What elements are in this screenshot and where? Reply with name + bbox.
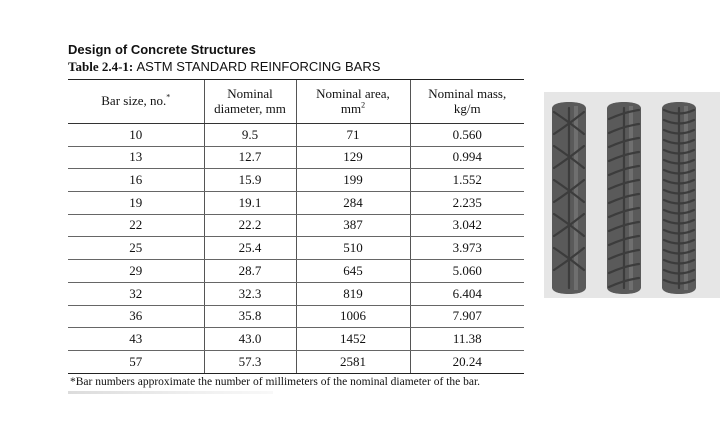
cell-area: 71 [296,124,410,147]
cell-mass: 0.560 [410,124,524,147]
header-diameter-line1: Nominal [227,86,273,102]
footnote-marker: * [166,93,171,103]
scan-smudge [68,391,273,394]
header-area-exponent: 2 [361,100,366,110]
cell-bar-size: 22 [68,214,204,237]
header-nominal-diameter [204,80,296,124]
cell-bar-size: 32 [68,282,204,305]
header-nominal-mass [410,80,524,124]
cell-diameter: 22.2 [204,214,296,237]
cell-diameter: 57.3 [204,350,296,373]
table-row [68,328,524,351]
cell-bar-size: 16 [68,169,204,192]
cell-bar-size: 29 [68,260,204,283]
cell-mass: 20.24 [410,350,524,373]
table-row [68,350,524,373]
table-row [68,237,524,260]
table-number: Table 2.4-1: [68,59,134,74]
cell-mass: 1.552 [410,169,524,192]
rebar-image-2 [607,102,641,294]
cell-bar-size: 25 [68,237,204,260]
header-diameter-line2: diameter, mm [214,100,286,116]
table-row [68,146,524,169]
cell-area: 510 [296,237,410,260]
rebar-image-3 [662,102,696,294]
cell-area: 1006 [296,305,410,328]
table-row [68,282,524,305]
cell-area: 199 [296,169,410,192]
reinforcing-bars-table [68,79,524,374]
table-row [68,192,524,215]
table-title [68,59,380,75]
table-header-row [68,80,524,124]
cell-area: 645 [296,260,410,283]
table-row [68,169,524,192]
cell-area: 129 [296,146,410,169]
cell-diameter: 12.7 [204,146,296,169]
cell-mass: 11.38 [410,328,524,351]
cell-area: 1452 [296,328,410,351]
header-bar-size [68,80,204,124]
document-heading: Design of Concrete Structures [68,42,256,57]
rebar-photo [544,92,720,298]
cell-bar-size: 36 [68,305,204,328]
cell-mass: 5.060 [410,260,524,283]
cell-bar-size: 13 [68,146,204,169]
header-area-line2: mm [340,100,362,116]
table-name: ASTM STANDARD REINFORCING BARS [136,59,381,74]
cell-diameter: 25.4 [204,237,296,260]
cell-diameter: 32.3 [204,282,296,305]
cell-mass: 7.907 [410,305,524,328]
header-bar-size-label: Bar size, no. [101,93,167,109]
header-area-line1: Nominal area, [316,86,390,102]
cell-bar-size: 10 [68,124,204,147]
table-footnote: *Bar numbers approximate the number of millimeters of the nominal diameter of the bar. [70,376,481,388]
rebar-image-1 [552,102,586,294]
header-mass-line1: Nominal mass, [428,86,507,102]
cell-diameter: 15.9 [204,169,296,192]
table-row [68,260,524,283]
cell-mass: 3.973 [410,237,524,260]
cell-area: 284 [296,192,410,215]
cell-bar-size: 43 [68,328,204,351]
cell-diameter: 35.8 [204,305,296,328]
cell-diameter: 9.5 [204,124,296,147]
cell-area: 387 [296,214,410,237]
header-nominal-area [296,80,410,124]
cell-diameter: 28.7 [204,260,296,283]
cell-diameter: 43.0 [204,328,296,351]
cell-bar-size: 57 [68,350,204,373]
cell-mass: 0.994 [410,146,524,169]
header-mass-line2: kg/m [453,100,481,116]
table-row [68,124,524,147]
cell-mass: 2.235 [410,192,524,215]
table-row [68,214,524,237]
table-row [68,305,524,328]
cell-bar-size: 19 [68,192,204,215]
cell-mass: 3.042 [410,214,524,237]
cell-diameter: 19.1 [204,192,296,215]
cell-mass: 6.404 [410,282,524,305]
cell-area: 2581 [296,350,410,373]
cell-area: 819 [296,282,410,305]
